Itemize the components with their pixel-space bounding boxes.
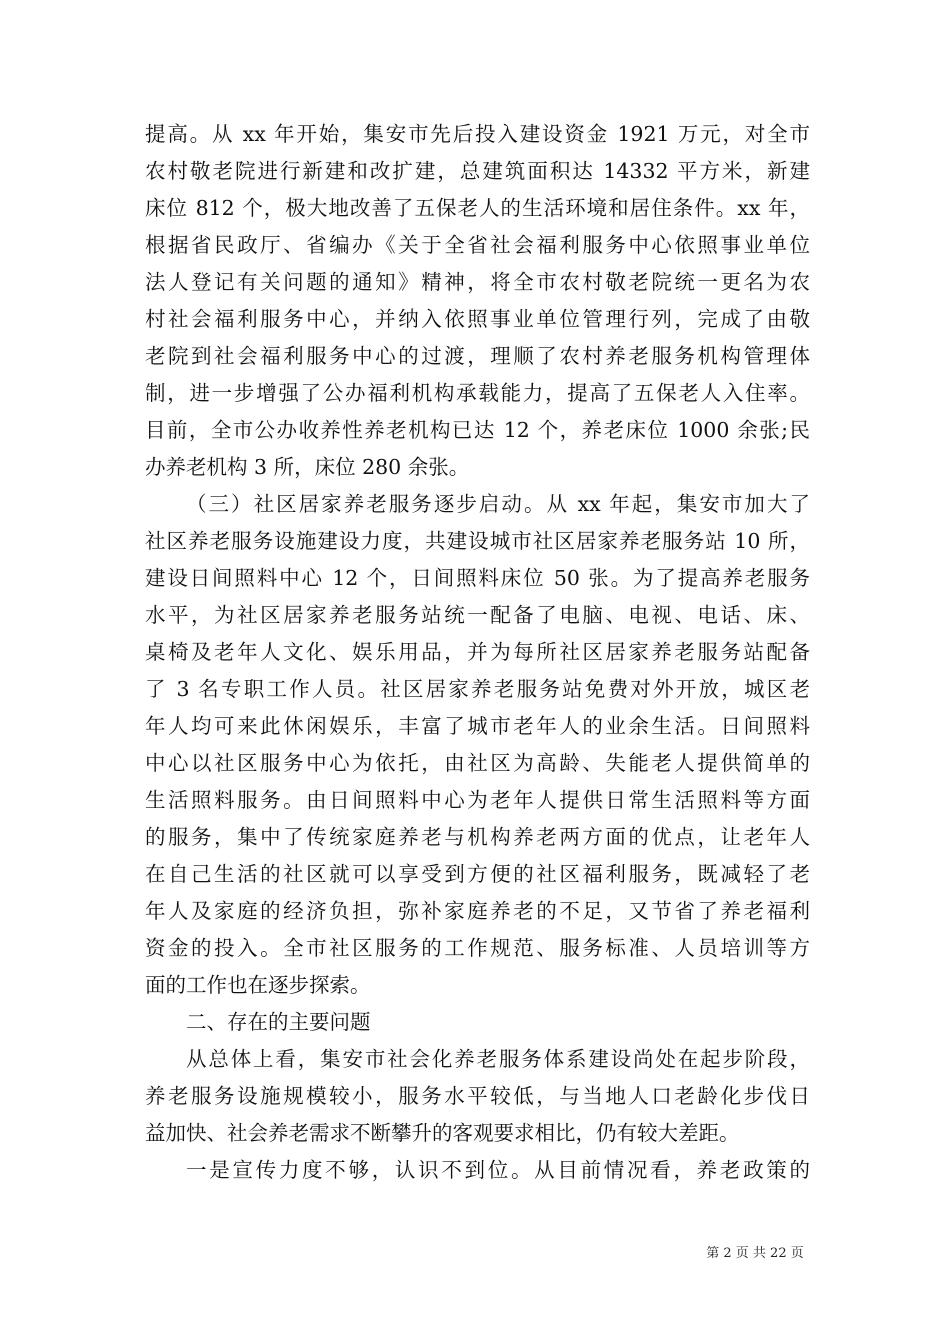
paragraph-5-first-line: 从总体上看，集安市社会化养老服务体系建设尚处在起步阶段，	[186, 1047, 810, 1071]
page-number: 第 2 页 共 22 页	[706, 1246, 804, 1261]
text-line-23: 资金的投入。全市社区服务的工作规范、服务标准、人员培训等方	[145, 936, 810, 960]
text-line-12: 社区养老服务设施建设力度，共建设城市社区居家养老服务站 10 所，	[145, 529, 810, 553]
text-line-18: 中心以社区服务中心为依托，由社区为高龄、失能老人提供简单的	[145, 751, 810, 775]
paragraph-6-first-line: 一是宣传力度不够，认识不到位。从目前情况看，养老政策的	[186, 1158, 810, 1182]
text-line-24: 面的工作也在逐步探索。	[145, 973, 371, 997]
text-line-17: 年人均可来此休闲娱乐，丰富了城市老年人的业余生活。日间照料	[145, 714, 810, 738]
document-body	[145, 116, 810, 1189]
paragraph-3-first-line: （三）社区居家养老服务逐步启动。从 xx 年起，集安市加大了	[186, 492, 810, 516]
section-heading: 二、存在的主要问题	[186, 1010, 371, 1034]
text-line-4: 根据省民政厅、省编办《关于全省社会福利服务中心依照事业单位	[145, 233, 810, 257]
text-line-10: 办养老机构 3 所，床位 280 余张。	[145, 455, 470, 479]
text-line-15: 桌椅及老年人文化、娱乐用品，并为每所社区居家养老服务站配备	[145, 640, 810, 664]
text-line-13: 建设日间照料中心 12 个，日间照料床位 50 张。为了提高养老服务	[145, 566, 810, 590]
page-footer	[0, 1245, 950, 1263]
text-line-14: 水平，为社区居家养老服务站统一配备了电脑、电视、电话、床、	[145, 603, 810, 627]
text-line-28: 益加快、社会养老需求不断攀升的客观要求相比，仍有较大差距。	[145, 1121, 740, 1145]
text-line-8: 制，进一步增强了公办福利机构承载能力，提高了五保老人入住率。	[145, 381, 810, 405]
text-line-7: 老院到社会福利服务中心的过渡，理顺了农村养老服务机构管理体	[145, 344, 810, 368]
text-line-1: 提高。从 xx 年开始，集安市先后投入建设资金 1921 万元，对全市	[145, 122, 810, 146]
text-line-9: 目前，全市公办收养性养老机构已达 12 个，养老床位 1000 余张;民	[145, 418, 810, 442]
text-line-5: 法人登记有关问题的通知》精神，将全市农村敬老院统一更名为农	[145, 270, 810, 294]
text-line-22: 年人及家庭的经济负担，弥补家庭养老的不足，又节省了养老福利	[145, 899, 810, 923]
text-line-21: 在自己生活的社区就可以享受到方便的社区福利服务，既减轻了老	[145, 862, 810, 886]
text-line-3: 床位 812 个，极大地改善了五保老人的生活环境和居住条件。xx 年，	[145, 196, 810, 220]
text-line-2: 农村敬老院进行新建和改扩建，总建筑面积达 14332 平方米，新建	[145, 159, 810, 183]
text-line-6: 村社会福利服务中心，并纳入依照事业单位管理行列，完成了由敬	[145, 307, 810, 331]
text-line-20: 的服务，集中了传统家庭养老与机构养老两方面的优点，让老年人	[145, 825, 810, 849]
text-line-16: 了 3 名专职工作人员。社区居家养老服务站免费对外开放，城区老	[145, 677, 810, 701]
text-line-27: 养老服务设施规模较小，服务水平较低，与当地人口老龄化步伐日	[145, 1084, 810, 1108]
text-line-19: 生活照料服务。由日间照料中心为老年人提供日常生活照料等方面	[145, 788, 810, 812]
